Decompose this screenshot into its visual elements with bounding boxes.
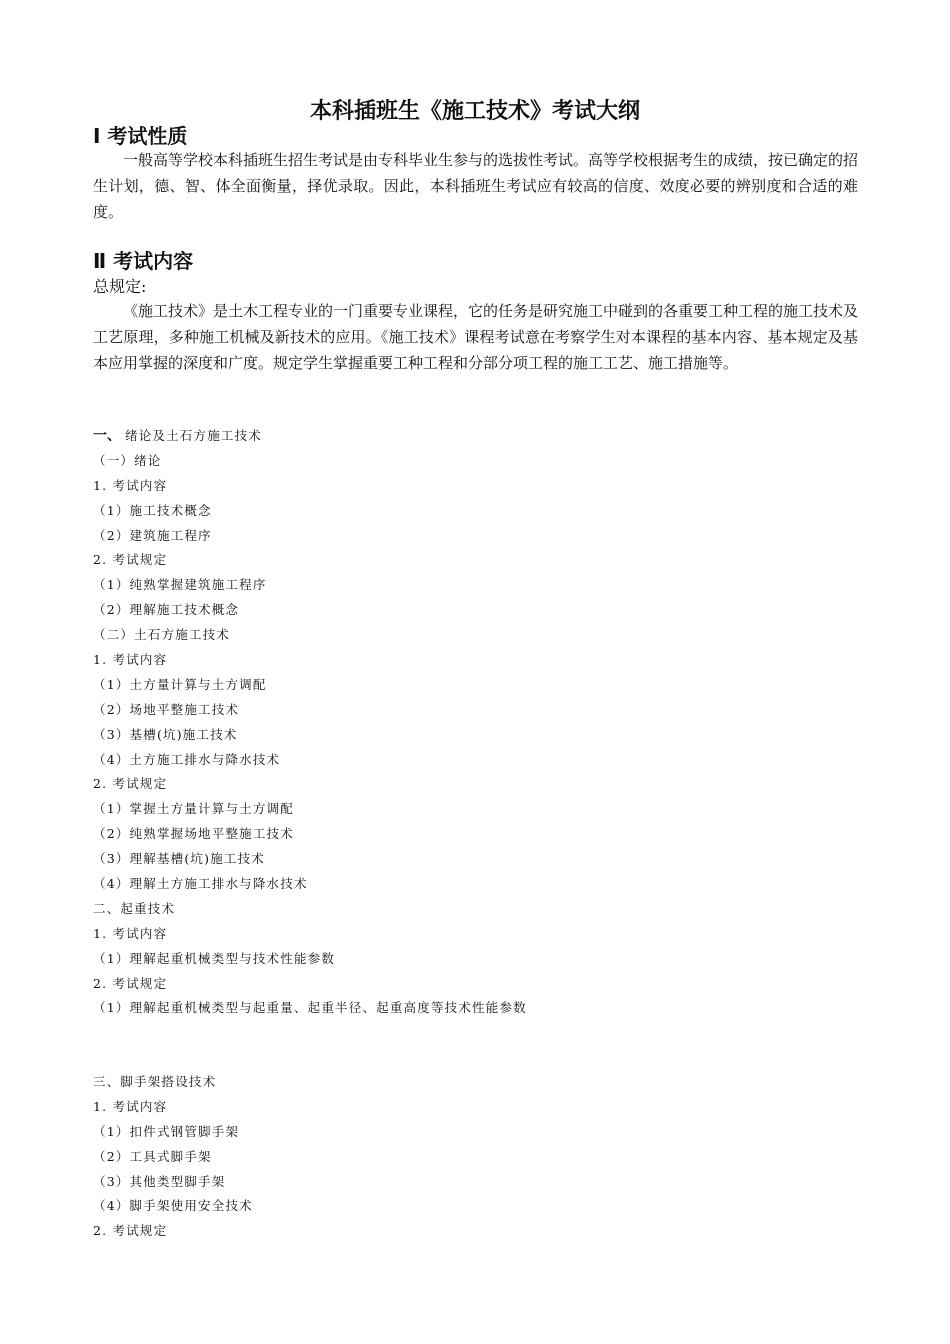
outline-line: （一）绪论 bbox=[93, 452, 162, 468]
outline-line: （1）土方量计算与土方调配 bbox=[93, 676, 267, 692]
outline-line: （二）土石方施工技术 bbox=[93, 627, 231, 643]
chapter-heading bbox=[93, 424, 873, 449]
outline-line: 二、起重技术 bbox=[93, 900, 176, 916]
chapter-number: 一、 bbox=[93, 428, 121, 444]
section-heading-content: Ⅱ 考试内容 bbox=[93, 249, 194, 273]
outline-line: 2. 考试规定 bbox=[93, 1223, 168, 1239]
outline-line: （2）理解施工技术概念 bbox=[93, 602, 240, 618]
outline-line: 2. 考试规定 bbox=[93, 552, 168, 568]
outline-line: 1. 考试内容 bbox=[93, 1098, 168, 1114]
outline-line: （1）理解起重机械类型与技术性能参数 bbox=[93, 950, 336, 966]
outline-line: 三、脚手架搭设技术 bbox=[93, 1074, 217, 1089]
outline-line: 1. 考试内容 bbox=[93, 652, 168, 668]
paragraph-nature: 一般高等学校本科插班生招生考试是由专科毕业生参与的选拔性考试。高等学校根据考生的成绩，按已确定的招生计划，德、智、体全面衡量，择优录取。因此，本科插班生考试应有较高的信度、效度必要的辨别度和合适的难度。 bbox=[93, 151, 859, 221]
outline-line: （1）理解起重机械类型与起重量、起重半径、起重高度等技术性能参数 bbox=[93, 1000, 527, 1016]
outline-line: （1）扣件式钢管脚手架 bbox=[93, 1123, 240, 1139]
outline-line: （1）纯熟掌握建筑施工程序 bbox=[93, 577, 267, 593]
outline-line: 1. 考试内容 bbox=[93, 925, 168, 941]
section-heading-nature: Ⅰ 考试性质 bbox=[93, 124, 188, 148]
outline-line: （2）建筑施工程序 bbox=[93, 527, 212, 543]
outline-part-b bbox=[93, 1070, 873, 1244]
general-rules-label: 总规定: bbox=[93, 277, 147, 296]
outline-line: （4）脚手架使用安全技术 bbox=[93, 1198, 253, 1214]
paragraph-course: 《施工技术》是土木工程专业的一门重要专业课程，它的任务是研究施工中碰到的各重要工种工程的施工技术及工艺原理，多种施工机械及新技术的应用。《施工技术》课程考试意在考察学生对本课程的基本内容、基本规定及基本应用掌握的深度和广度。规定学生掌握重要工种工程和分部分项工程的施工工艺、施工措施等。 bbox=[93, 302, 859, 372]
outline-line: （3）基槽(坑)施工技术 bbox=[93, 726, 238, 742]
outline-line: 2. 考试规定 bbox=[93, 975, 168, 991]
outline-line: （2）纯熟掌握场地平整施工技术 bbox=[93, 826, 294, 842]
outline-line: （3）其他类型脚手架 bbox=[93, 1173, 226, 1189]
document-title: 本科插班生《施工技术》考试大纲 bbox=[309, 99, 640, 124]
outline-line: （4）理解土方施工排水与降水技术 bbox=[93, 876, 308, 892]
outline-line: 2. 考试规定 bbox=[93, 776, 168, 792]
outline-line: （1）施工技术概念 bbox=[93, 502, 212, 518]
outline-line: （4）土方施工排水与降水技术 bbox=[93, 751, 281, 767]
outline-line: （2）场地平整施工技术 bbox=[93, 701, 240, 717]
outline-line: （2）工具式脚手架 bbox=[93, 1148, 212, 1164]
outline-part-a bbox=[93, 424, 873, 1021]
outline-line: 1. 考试内容 bbox=[93, 477, 168, 493]
chapter-title: 绪论及土石方施工技术 bbox=[125, 428, 263, 443]
outline-line: （3）理解基槽(坑)施工技术 bbox=[93, 851, 266, 867]
outline-line: （1）掌握土方量计算与土方调配 bbox=[93, 801, 294, 817]
